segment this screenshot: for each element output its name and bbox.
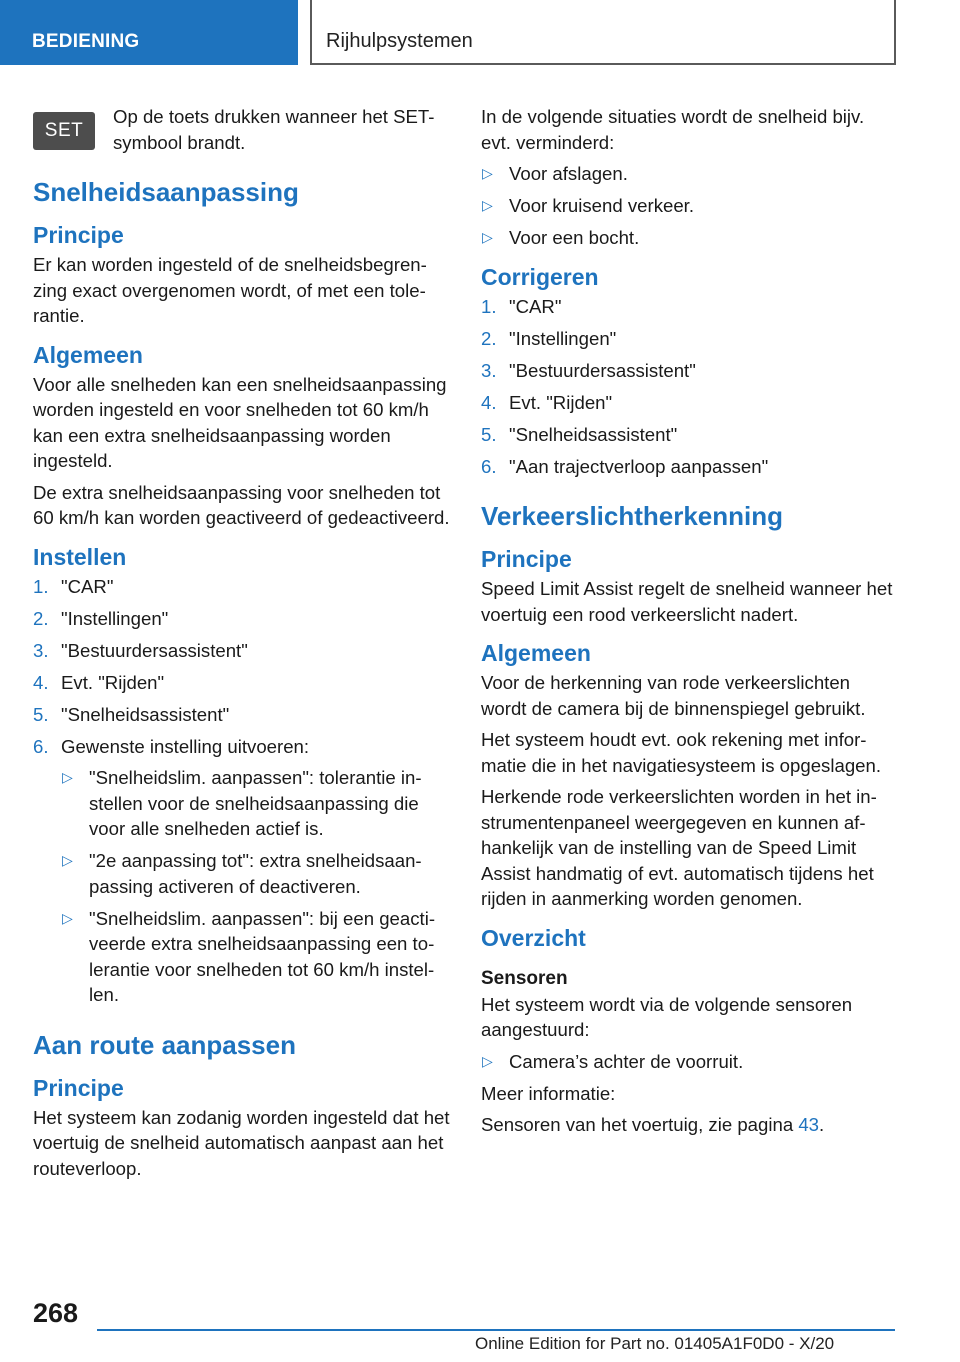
principe-text: Er kan worden ingesteld of de snelheidsbegrenzing exact overgenomen wordt, of met een tolerantie. [33, 254, 427, 326]
option-text: "Snelheidslim. aanpassen": bij een geactiveerde extra snelheidsaanpassing een tolerantie voor snelheden tot 60 km/h instellen. [89, 907, 436, 1005]
list-item [481, 326, 899, 352]
situation-text: Voor een bocht. [509, 227, 640, 248]
list-item [61, 765, 453, 842]
step-number: 1. [33, 575, 49, 597]
triangle-bullet-icon: ▷ [482, 165, 493, 181]
step-number: 6. [33, 735, 49, 757]
sensoren-text: Het systeem wordt via de volgende sensoren aangestuurd: [481, 993, 853, 1040]
meer-informatie: Meer informatie: [481, 1082, 616, 1104]
section-tab [0, 0, 298, 65]
section-title-aan-route-aanpassen: Aan route aanpassen [33, 1029, 296, 1060]
algemeen-paragraph-3: Herkende rode verkeerslichten worden in het instrumentenpaneel weergegeven en kunnen afhankelijk van de instelling van de Speed Limit Assist handmatig of evt. automatisch tijdens het rijden in aanmerking worden genomen. [481, 786, 877, 909]
set-button-icon: SET [33, 112, 95, 150]
subheading-principe: Principe [33, 222, 124, 248]
triangle-bullet-icon: ▷ [482, 1052, 493, 1069]
principe-route-text: Het systeem kan zodanig worden ingesteld dat het voertuig de snelheid automatisch aanpast aan het routeverloop. [33, 1106, 450, 1179]
triangle-bullet-icon: ▷ [62, 769, 73, 785]
instellen-steps [33, 574, 453, 1008]
option-text: "Snelheidslim. aanpassen": tolerantie instellen voor de snelheidsaanpassing die voor alle snelheden actief is. [89, 767, 422, 839]
step-number: 2. [481, 327, 497, 349]
cross-reference [481, 1112, 899, 1138]
situations-intro: In de volgende situaties wordt de snelheid bijv. evt. verminderd: [481, 106, 865, 153]
chapter-tab-label: Rijhulpsystemen [326, 30, 473, 52]
step-number: 1. [481, 295, 497, 317]
list-item [61, 848, 453, 899]
situations-list [481, 161, 899, 251]
step-text: "Snelheidsassistent" [509, 423, 678, 445]
set-instruction [33, 104, 453, 155]
step-text: "CAR" [509, 295, 562, 317]
situation-text: Voor kruisend verkeer. [509, 195, 695, 216]
right-column [481, 104, 899, 1144]
step-number: 4. [33, 671, 49, 693]
option-text: "2e aanpassing tot": extra snelheidsaanpassing activeren of deactiveren. [89, 850, 422, 897]
list-item [33, 670, 453, 696]
list-item [33, 606, 453, 632]
edition-text: Online Edition for Part no. 01405A1F0D0 - X/20 [475, 1334, 835, 1353]
step-text: Evt. "Rijden" [509, 391, 613, 413]
heading-sensoren: Sensoren [481, 967, 568, 989]
triangle-bullet-icon: ▷ [62, 909, 73, 926]
section-tab-label: BEDIENING [32, 31, 140, 52]
page-link-43[interactable]: 43 [798, 1114, 820, 1135]
list-item [481, 422, 899, 448]
step-number: 6. [481, 455, 497, 477]
page-number: 268 [33, 1298, 79, 1328]
reference-end: . [819, 1114, 825, 1135]
step-text: Gewenste instelling uitvoeren: [61, 735, 310, 757]
step-number: 5. [33, 703, 49, 725]
subheading-overzicht: Overzicht [481, 924, 586, 951]
list-item [61, 906, 453, 1008]
step-text: "Bestuurdersassistent" [509, 359, 696, 381]
subheading-principe: Principe [481, 546, 572, 572]
list-item [33, 574, 453, 600]
list-item [481, 1049, 899, 1075]
list-item [481, 225, 899, 251]
instellen-options [61, 765, 453, 1008]
list-item [33, 638, 453, 664]
triangle-bullet-icon: ▷ [62, 852, 73, 868]
step-number: 4. [481, 391, 497, 413]
step-text: "Aan trajectverloop aanpassen" [509, 455, 769, 477]
step-text: "CAR" [61, 575, 114, 597]
subheading-algemeen: Algemeen [33, 341, 143, 368]
situation-text: Voor afslagen. [509, 163, 628, 184]
subheading-algemeen: Algemeen [481, 640, 591, 666]
triangle-bullet-icon: ▷ [482, 197, 493, 213]
step-text: Evt. "Rijden" [61, 671, 165, 693]
list-item [33, 702, 453, 728]
algemeen-paragraph-1: Voor de herkenning van rode verkeerslichten wordt de camera bij de binnenspiegel gebruikt. [481, 672, 866, 719]
corrigeren-steps [481, 294, 899, 480]
triangle-bullet-icon: ▷ [482, 229, 493, 245]
step-text: "Instellingen" [509, 327, 617, 349]
step-number: 3. [481, 359, 497, 381]
step-text: "Snelheidsassistent" [61, 703, 230, 725]
subheading-instellen: Instellen [33, 543, 127, 570]
chapter-tab [310, 0, 896, 65]
step-number: 2. [33, 607, 49, 629]
step-number: 3. [33, 639, 49, 661]
step-number: 5. [481, 423, 497, 445]
list-item [481, 358, 899, 384]
step-text: "Bestuurdersassistent" [61, 639, 248, 661]
list-item [481, 294, 899, 320]
list-item [33, 734, 453, 1008]
footer-divider [97, 1329, 895, 1331]
sensoren-list [481, 1049, 899, 1075]
set-instruction-text: Op de toets drukken wanneer het SET-symbool brandt. [113, 106, 435, 153]
section-title-snelheidsaanpassing: Snelheidsaanpassing [33, 177, 299, 207]
subheading-principe: Principe [33, 1074, 124, 1101]
subheading-corrigeren: Corrigeren [481, 263, 599, 290]
section-title-verkeerslichtherkenning: Verkeerslichtherkenning [481, 501, 784, 531]
left-column [33, 104, 453, 1187]
reference-text: Sensoren van het voertuig, zie pagina [481, 1114, 799, 1135]
sensor-text: Camera’s achter de voorruit. [509, 1050, 744, 1072]
algemeen-paragraph-1: Voor alle snelheden kan een snelheidsaanpassing worden ingesteld en voor snelheden tot 60 km/h kan een extra snelheidsaanpassing worden ingesteld. [33, 373, 447, 471]
principe-verkeerslicht-text: Speed Limit Assist regelt de snelheid wanneer het voertuig een rood verkeerslicht nadert. [481, 578, 893, 625]
step-text: "Instellingen" [61, 607, 169, 629]
list-item [481, 454, 899, 480]
algemeen-paragraph-2: De extra snelheidsaanpassing voor snelheden tot 60 km/h kan worden geactiveerd of gedeactiveerd. [33, 481, 450, 528]
list-item [481, 390, 899, 416]
algemeen-paragraph-2: Het systeem houdt evt. ook rekening met informatie die in het navigatiesysteem is opgeslagen. [481, 729, 882, 776]
list-item [481, 193, 899, 219]
list-item [481, 161, 899, 187]
